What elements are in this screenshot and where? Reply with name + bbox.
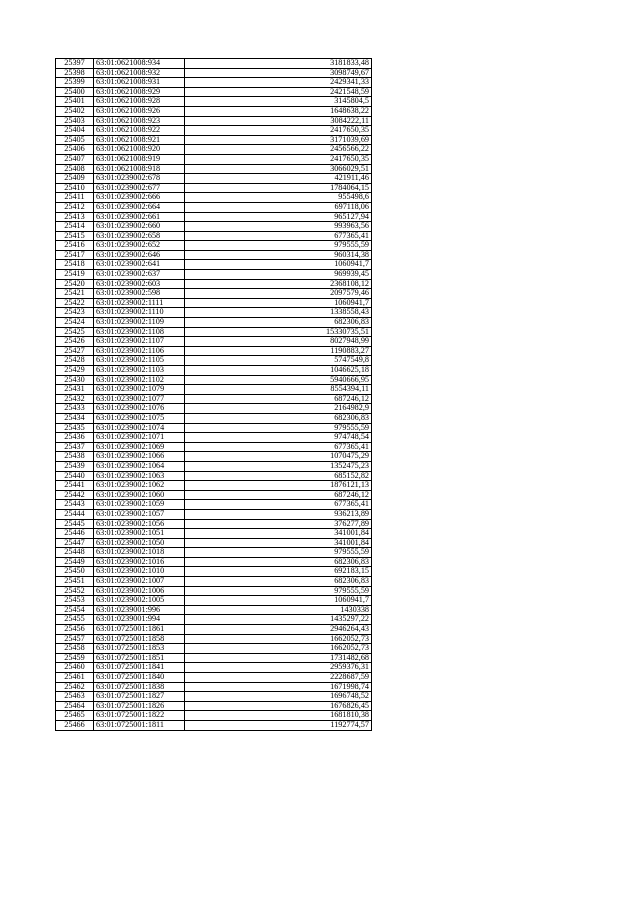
cadastral-number-cell: 63:01:0239002:1106: [94, 346, 185, 356]
table-row: [56, 452, 372, 462]
row-number-cell: 25448: [56, 548, 94, 558]
cadastral-number-cell: 63:01:0239002:1063: [94, 471, 185, 481]
cadastral-number-cell: 63:01:0239002:641: [94, 260, 185, 270]
cadastral-number-cell: 63:01:0239002:1060: [94, 490, 185, 500]
cadastral-number-cell: 63:01:0239002:1110: [94, 308, 185, 318]
value-cell: 8554394,11: [185, 385, 372, 395]
cadastral-number-cell: 63:01:0239002:1109: [94, 318, 185, 328]
value-cell: 979555,59: [185, 241, 372, 251]
table-row: [56, 68, 372, 78]
table-row: [56, 711, 372, 721]
row-number-cell: 25464: [56, 701, 94, 711]
value-cell: 1338558,43: [185, 308, 372, 318]
cadastral-number-cell: 63:01:0239002:1010: [94, 567, 185, 577]
table-row: [56, 59, 372, 69]
cadastral-number-cell: 63:01:0239002:1006: [94, 586, 185, 596]
cadastral-number-cell: 63:01:0239002:1102: [94, 375, 185, 385]
value-cell: 2456566,22: [185, 145, 372, 155]
cadastral-number-cell: 63:01:0239002:1018: [94, 548, 185, 558]
table-row: [56, 461, 372, 471]
value-cell: 682306,83: [185, 318, 372, 328]
table-row: [56, 327, 372, 337]
value-cell: 1662052,73: [185, 634, 372, 644]
cadastral-number-cell: 63:01:0239002:1074: [94, 423, 185, 433]
value-cell: 687246,12: [185, 490, 372, 500]
value-cell: 965127,94: [185, 212, 372, 222]
value-cell: 2421548,59: [185, 87, 372, 97]
value-cell: 936213,89: [185, 509, 372, 519]
row-number-cell: 25456: [56, 625, 94, 635]
cadastral-number-cell: 63:01:0239001:994: [94, 615, 185, 625]
cadastral-number-cell: 63:01:0725001:1827: [94, 692, 185, 702]
row-number-cell: 25417: [56, 250, 94, 260]
value-cell: 1731482,68: [185, 653, 372, 663]
value-cell: 1060941,7: [185, 596, 372, 606]
table-row: [56, 433, 372, 443]
value-cell: 1046625,18: [185, 366, 372, 376]
row-number-cell: 25415: [56, 231, 94, 241]
table-row: [56, 644, 372, 654]
row-number-cell: 25438: [56, 452, 94, 462]
row-number-cell: 25410: [56, 183, 94, 193]
row-number-cell: 25426: [56, 337, 94, 347]
cadastral-number-cell: 63:01:0725001:1840: [94, 673, 185, 683]
table-row: [56, 653, 372, 663]
table-row: [56, 241, 372, 251]
row-number-cell: 25408: [56, 164, 94, 174]
value-cell: 1352475,23: [185, 461, 372, 471]
cadastral-number-cell: 63:01:0239002:1105: [94, 356, 185, 366]
table-row: [56, 625, 372, 635]
cadastral-number-cell: 63:01:0621008:929: [94, 87, 185, 97]
row-number-cell: 25432: [56, 394, 94, 404]
cadastral-number-cell: 63:01:0239002:637: [94, 270, 185, 280]
cadastral-number-cell: 63:01:0239002:1075: [94, 413, 185, 423]
value-cell: 2959376,31: [185, 663, 372, 673]
table-row: [56, 509, 372, 519]
cadastral-number-cell: 63:01:0621008:921: [94, 135, 185, 145]
row-number-cell: 25439: [56, 461, 94, 471]
value-cell: 682306,83: [185, 557, 372, 567]
table-row: [56, 490, 372, 500]
value-cell: 3171039,69: [185, 135, 372, 145]
table-row: [56, 548, 372, 558]
row-number-cell: 25435: [56, 423, 94, 433]
value-cell: 1676826,45: [185, 701, 372, 711]
table-row: [56, 202, 372, 212]
row-number-cell: 25424: [56, 318, 94, 328]
value-cell: 979555,59: [185, 548, 372, 558]
value-cell: 692183,15: [185, 567, 372, 577]
value-cell: 1662052,73: [185, 644, 372, 654]
table-row: [56, 605, 372, 615]
cadastral-value-table: [55, 58, 372, 731]
table-row: [56, 538, 372, 548]
value-cell: 2946264,43: [185, 625, 372, 635]
table-row: [56, 212, 372, 222]
value-cell: 1060941,7: [185, 260, 372, 270]
row-number-cell: 25425: [56, 327, 94, 337]
table-row: [56, 442, 372, 452]
row-number-cell: 25399: [56, 78, 94, 88]
value-cell: 960314,38: [185, 250, 372, 260]
cadastral-number-cell: 63:01:0239002:661: [94, 212, 185, 222]
row-number-cell: 25451: [56, 577, 94, 587]
cadastral-number-cell: 63:01:0239002:1071: [94, 433, 185, 443]
row-number-cell: 25463: [56, 692, 94, 702]
value-cell: 3098749,67: [185, 68, 372, 78]
cadastral-number-cell: 63:01:0239001:996: [94, 605, 185, 615]
row-number-cell: 25445: [56, 519, 94, 529]
table-row: [56, 519, 372, 529]
row-number-cell: 25422: [56, 298, 94, 308]
table-row: [56, 308, 372, 318]
cadastral-number-cell: 63:01:0239002:1057: [94, 509, 185, 519]
cadastral-number-cell: 63:01:0239002:1064: [94, 461, 185, 471]
value-cell: 677365,41: [185, 231, 372, 241]
cadastral-number-cell: 63:01:0725001:1811: [94, 720, 185, 730]
cadastral-number-cell: 63:01:0239002:664: [94, 202, 185, 212]
row-number-cell: 25398: [56, 68, 94, 78]
row-number-cell: 25458: [56, 644, 94, 654]
row-number-cell: 25459: [56, 653, 94, 663]
table-row: [56, 413, 372, 423]
row-number-cell: 25429: [56, 366, 94, 376]
value-cell: 5940666,95: [185, 375, 372, 385]
row-number-cell: 25431: [56, 385, 94, 395]
table-row: [56, 404, 372, 414]
table-row: [56, 692, 372, 702]
cadastral-number-cell: 63:01:0239002:1007: [94, 577, 185, 587]
table-row: [56, 135, 372, 145]
row-number-cell: 25430: [56, 375, 94, 385]
row-number-cell: 25401: [56, 97, 94, 107]
row-number-cell: 25402: [56, 106, 94, 116]
row-number-cell: 25434: [56, 413, 94, 423]
value-cell: 1648638,22: [185, 106, 372, 116]
value-cell: 682306,83: [185, 413, 372, 423]
table-row: [56, 701, 372, 711]
table-row: [56, 97, 372, 107]
row-number-cell: 25466: [56, 720, 94, 730]
table-row: [56, 116, 372, 126]
value-cell: 3181833,48: [185, 59, 372, 69]
row-number-cell: 25397: [56, 59, 94, 69]
row-number-cell: 25440: [56, 471, 94, 481]
cadastral-number-cell: 63:01:0239002:1103: [94, 366, 185, 376]
table-row: [56, 279, 372, 289]
table-row: [56, 337, 372, 347]
value-cell: 3084222,11: [185, 116, 372, 126]
cadastral-number-cell: 63:01:0621008:934: [94, 59, 185, 69]
cadastral-number-cell: 63:01:0239002:666: [94, 193, 185, 203]
row-number-cell: 25419: [56, 270, 94, 280]
row-number-cell: 25449: [56, 557, 94, 567]
cadastral-number-cell: 63:01:0239002:1050: [94, 538, 185, 548]
cadastral-number-cell: 63:01:0239002:658: [94, 231, 185, 241]
cadastral-number-cell: 63:01:0621008:923: [94, 116, 185, 126]
table-row: [56, 260, 372, 270]
table-body: [56, 59, 372, 731]
table-row: [56, 615, 372, 625]
value-cell: 1681810,38: [185, 711, 372, 721]
table-row: [56, 634, 372, 644]
value-cell: 5747549,8: [185, 356, 372, 366]
row-number-cell: 25460: [56, 663, 94, 673]
cadastral-number-cell: 63:01:0725001:1841: [94, 663, 185, 673]
table-row: [56, 164, 372, 174]
cadastral-number-cell: 63:01:0239002:1066: [94, 452, 185, 462]
value-cell: 1430338: [185, 605, 372, 615]
row-number-cell: 25457: [56, 634, 94, 644]
value-cell: 2429341,33: [185, 78, 372, 88]
value-cell: 341001,84: [185, 529, 372, 539]
cadastral-number-cell: 63:01:0239002:1059: [94, 500, 185, 510]
value-cell: 1070475,29: [185, 452, 372, 462]
row-number-cell: 25409: [56, 174, 94, 184]
table-row: [56, 231, 372, 241]
row-number-cell: 25413: [56, 212, 94, 222]
row-number-cell: 25454: [56, 605, 94, 615]
value-cell: 974748,54: [185, 433, 372, 443]
cadastral-number-cell: 63:01:0621008:932: [94, 68, 185, 78]
value-cell: 1060941,7: [185, 298, 372, 308]
value-cell: 687246,12: [185, 394, 372, 404]
table-row: [56, 298, 372, 308]
table-row: [56, 720, 372, 730]
row-number-cell: 25444: [56, 509, 94, 519]
row-number-cell: 25418: [56, 260, 94, 270]
row-number-cell: 25414: [56, 222, 94, 232]
cadastral-number-cell: 63:01:0239002:1016: [94, 557, 185, 567]
value-cell: 979555,59: [185, 423, 372, 433]
row-number-cell: 25452: [56, 586, 94, 596]
row-number-cell: 25421: [56, 289, 94, 299]
cadastral-number-cell: 63:01:0239002:1062: [94, 481, 185, 491]
value-cell: 1784064,15: [185, 183, 372, 193]
value-cell: 993963,56: [185, 222, 372, 232]
table-row: [56, 481, 372, 491]
table-row: [56, 78, 372, 88]
cadastral-number-cell: 63:01:0621008:928: [94, 97, 185, 107]
cadastral-number-cell: 63:01:0239002:1076: [94, 404, 185, 414]
row-number-cell: 25462: [56, 682, 94, 692]
table-row: [56, 577, 372, 587]
cadastral-number-cell: 63:01:0239002:1079: [94, 385, 185, 395]
table-row: [56, 557, 372, 567]
table-row: [56, 183, 372, 193]
table-row: [56, 106, 372, 116]
table-row: [56, 145, 372, 155]
row-number-cell: 25407: [56, 154, 94, 164]
table-row: [56, 586, 372, 596]
cadastral-number-cell: 63:01:0725001:1858: [94, 634, 185, 644]
row-number-cell: 25411: [56, 193, 94, 203]
row-number-cell: 25403: [56, 116, 94, 126]
cadastral-number-cell: 63:01:0725001:1838: [94, 682, 185, 692]
table-row: [56, 193, 372, 203]
value-cell: 2097579,46: [185, 289, 372, 299]
value-cell: 697118,06: [185, 202, 372, 212]
table-row: [56, 356, 372, 366]
cadastral-number-cell: 63:01:0621008:931: [94, 78, 185, 88]
value-cell: 1192774,57: [185, 720, 372, 730]
value-cell: 2164982,9: [185, 404, 372, 414]
table-row: [56, 318, 372, 328]
row-number-cell: 25416: [56, 241, 94, 251]
table-row: [56, 673, 372, 683]
row-number-cell: 25437: [56, 442, 94, 452]
cadastral-number-cell: 63:01:0239002:603: [94, 279, 185, 289]
value-cell: 3066029,51: [185, 164, 372, 174]
cadastral-number-cell: 63:01:0621008:920: [94, 145, 185, 155]
cadastral-number-cell: 63:01:0621008:926: [94, 106, 185, 116]
value-cell: 969939,45: [185, 270, 372, 280]
table-row: [56, 289, 372, 299]
cadastral-number-cell: 63:01:0239002:646: [94, 250, 185, 260]
row-number-cell: 25441: [56, 481, 94, 491]
value-cell: 2228687,59: [185, 673, 372, 683]
cadastral-number-cell: 63:01:0239002:678: [94, 174, 185, 184]
table-row: [56, 423, 372, 433]
value-cell: 1696748,52: [185, 692, 372, 702]
value-cell: 341001,84: [185, 538, 372, 548]
row-number-cell: 25427: [56, 346, 94, 356]
table-row: [56, 567, 372, 577]
cadastral-number-cell: 63:01:0239002:1069: [94, 442, 185, 452]
cadastral-number-cell: 63:01:0239002:1077: [94, 394, 185, 404]
value-cell: 2368108,12: [185, 279, 372, 289]
value-cell: 3145804,5: [185, 97, 372, 107]
cadastral-number-cell: 63:01:0239002:1107: [94, 337, 185, 347]
value-cell: 685152,82: [185, 471, 372, 481]
row-number-cell: 25455: [56, 615, 94, 625]
table-row: [56, 385, 372, 395]
cadastral-number-cell: 63:01:0621008:919: [94, 154, 185, 164]
value-cell: 955498,6: [185, 193, 372, 203]
table-row: [56, 375, 372, 385]
table-row: [56, 500, 372, 510]
table-row: [56, 471, 372, 481]
row-number-cell: 25436: [56, 433, 94, 443]
table-row: [56, 346, 372, 356]
table-row: [56, 529, 372, 539]
row-number-cell: 25461: [56, 673, 94, 683]
row-number-cell: 25446: [56, 529, 94, 539]
table-row: [56, 394, 372, 404]
cadastral-number-cell: 63:01:0621008:918: [94, 164, 185, 174]
value-cell: 15330735,51: [185, 327, 372, 337]
row-number-cell: 25428: [56, 356, 94, 366]
row-number-cell: 25450: [56, 567, 94, 577]
value-cell: 8027948,99: [185, 337, 372, 347]
row-number-cell: 25420: [56, 279, 94, 289]
cadastral-number-cell: 63:01:0725001:1861: [94, 625, 185, 635]
table-row: [56, 596, 372, 606]
table-row: [56, 250, 372, 260]
row-number-cell: 25405: [56, 135, 94, 145]
value-cell: 1671998,74: [185, 682, 372, 692]
cadastral-number-cell: 63:01:0239002:598: [94, 289, 185, 299]
cadastral-number-cell: 63:01:0239002:1108: [94, 327, 185, 337]
row-number-cell: 25406: [56, 145, 94, 155]
value-cell: 421911,46: [185, 174, 372, 184]
cadastral-number-cell: 63:01:0239002:1111: [94, 298, 185, 308]
row-number-cell: 25423: [56, 308, 94, 318]
row-number-cell: 25453: [56, 596, 94, 606]
value-cell: 677365,41: [185, 442, 372, 452]
cadastral-number-cell: 63:01:0725001:1853: [94, 644, 185, 654]
value-cell: 1435297,22: [185, 615, 372, 625]
value-cell: 1190883,27: [185, 346, 372, 356]
value-cell: 2417650,35: [185, 126, 372, 136]
row-number-cell: 25465: [56, 711, 94, 721]
table-row: [56, 126, 372, 136]
cadastral-number-cell: 63:01:0725001:1822: [94, 711, 185, 721]
row-number-cell: 25400: [56, 87, 94, 97]
cadastral-number-cell: 63:01:0621008:922: [94, 126, 185, 136]
cadastral-number-cell: 63:01:0239002:677: [94, 183, 185, 193]
row-number-cell: 25433: [56, 404, 94, 414]
table-row: [56, 174, 372, 184]
value-cell: 2417650,35: [185, 154, 372, 164]
value-cell: 376277,89: [185, 519, 372, 529]
row-number-cell: 25412: [56, 202, 94, 212]
row-number-cell: 25404: [56, 126, 94, 136]
cadastral-number-cell: 63:01:0239002:1005: [94, 596, 185, 606]
value-cell: 682306,83: [185, 577, 372, 587]
row-number-cell: 25447: [56, 538, 94, 548]
value-cell: 1876121,13: [185, 481, 372, 491]
cadastral-number-cell: 63:01:0725001:1851: [94, 653, 185, 663]
table-row: [56, 87, 372, 97]
row-number-cell: 25442: [56, 490, 94, 500]
table-row: [56, 270, 372, 280]
row-number-cell: 25443: [56, 500, 94, 510]
table-row: [56, 222, 372, 232]
table-row: [56, 154, 372, 164]
table-row: [56, 366, 372, 376]
cadastral-number-cell: 63:01:0239002:1056: [94, 519, 185, 529]
cadastral-number-cell: 63:01:0725001:1826: [94, 701, 185, 711]
cadastral-number-cell: 63:01:0239002:652: [94, 241, 185, 251]
value-cell: 979555,59: [185, 586, 372, 596]
cadastral-number-cell: 63:01:0239002:660: [94, 222, 185, 232]
table-row: [56, 682, 372, 692]
value-cell: 677365,41: [185, 500, 372, 510]
cadastral-number-cell: 63:01:0239002:1051: [94, 529, 185, 539]
table-row: [56, 663, 372, 673]
